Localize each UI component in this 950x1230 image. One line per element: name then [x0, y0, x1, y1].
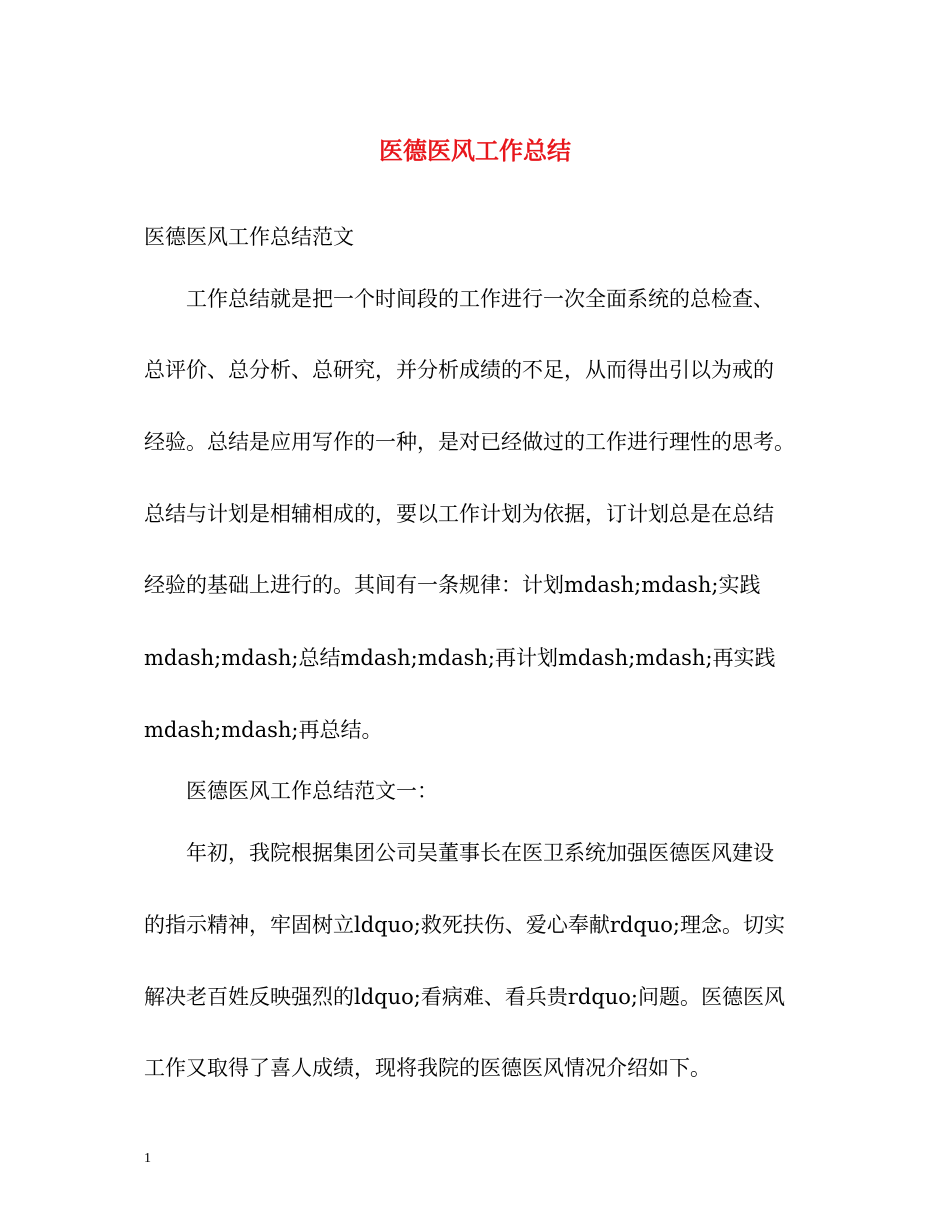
- intro-line-5: 经验的基础上进行的。其间有一条规律：计划mdash;mdash;实践: [144, 573, 761, 597]
- intro-line-4: 总结与计划是相辅相成的，要以工作计划为依据，订计划总是在总结: [144, 502, 774, 526]
- intro-line-7: mdash;mdash;再总结。: [144, 718, 383, 742]
- document-title: 医德医风工作总结: [379, 136, 571, 165]
- intro-line-6: mdash;mdash;总结mdash;mdash;再计划mdash;mdash;再实践: [144, 646, 776, 670]
- section-heading: 医德医风工作总结范文一：: [186, 779, 438, 803]
- body-line-2: 的指示精神，牢固树立ldquo;救死扶伤、爱心奉献rdquo;理念。切实: [144, 913, 786, 937]
- intro-line-3: 经验。总结是应用写作的一种，是对已经做过的工作进行理性的思考。: [144, 430, 795, 454]
- intro-line-1: 工作总结就是把一个时间段的工作进行一次全面系统的总检查、: [186, 287, 774, 311]
- body-line-1: 年初，我院根据集团公司吴董事长在医卫系统加强医德医风建设: [186, 841, 774, 865]
- body-line-3: 解决老百姓反映强烈的ldquo;看病难、看兵贵rdquo;问题。医德医风: [144, 985, 786, 1009]
- body-line-4: 工作又取得了喜人成绩，现将我院的医德医风情况介绍如下。: [144, 1056, 711, 1080]
- intro-line-2: 总评价、总分析、总研究，并分析成绩的不足，从而得出引以为戒的: [144, 358, 774, 382]
- page-number: 1: [144, 1151, 151, 1166]
- document-subtitle: 医德医风工作总结范文: [144, 225, 354, 249]
